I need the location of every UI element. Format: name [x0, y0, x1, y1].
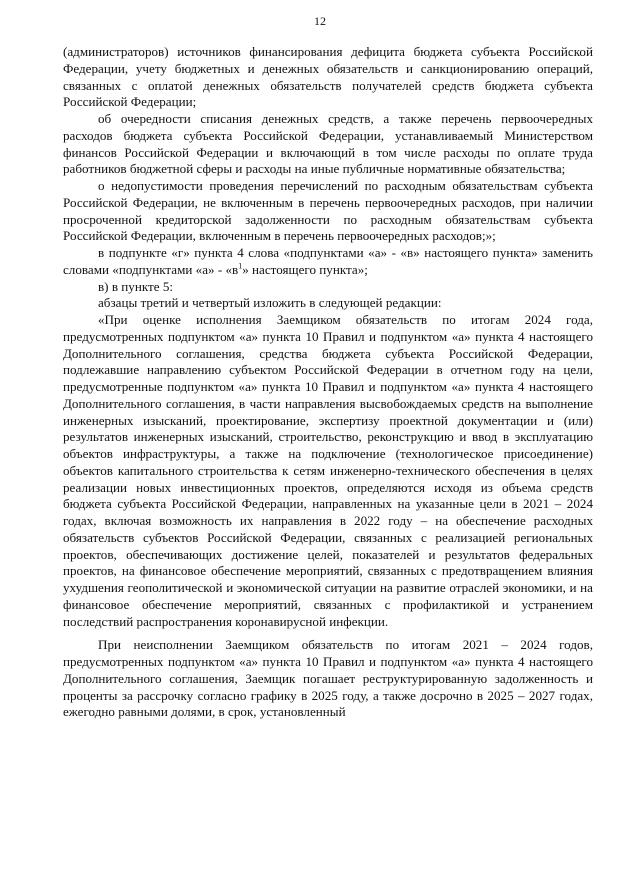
paragraph-2: об очередности списания денежных средств, а также перечень первоочередных расходов бюджета субъекта Российской Федерации, устанавливаемый Министерством финансов Российской Федерации и включающий в том числе расходы по оплате труда работников бюджетной сферы и расходы на иные публичные нормативные обязательства; [63, 111, 593, 177]
paragraph-7: «При оценке исполнения Заемщиком обязательств по итогам 2024 года, предусмотренных подпунктом «а» пункта 10 Правил и подпунктом «а» пункта 4 настоящего Дополнительного соглашения, средства бюджета субъекта Российской Федерации, подлежавшие направлению субъектом Российской Федерации в отчетном году на цели, предусмотренные подпунктом «а» пункта 10 Правил и подпунктом «а» пункта 4 настоящего Дополнительного соглашения, в части направления высвобождаемых средств на выполнение инженерных изысканий, проектирование, экспертизу проектной документации и (или) результатов инженерных изысканий, строительство, реконструкцию и ввод в эксплуатацию объектов инфраструктуры, а также на подключение (технологическое присоединение) объектов капитального строительства к сетям инженерно-технического обеспечения в целях реализации новых инвестиционных проектов, определяются исходя из объема средств бюджета субъекта Российской Федерации, направленных на указанные цели в 2021 – 2024 годах, включая возможность их направления в 2022 году – на обеспечение расходных обязательств субъектов Российской Федерации, связанных с реализацией региональных проектов, обеспечивающих достижение целей, показателей и результатов федеральных проектов, на финансовое обеспечение мероприятий, связанных с предотвращением влияния ухудшения геополитической и экономической ситуации на развитие отраслей экономики, и на финансовое обеспечение мероприятий, связанных с профилактикой и устранением последствий распространения коронавирусной инфекции. [63, 312, 593, 629]
paragraph-1: (администраторов) источников финансирования дефицита бюджета субъекта Российской Федерации, учету бюджетных и денежных обязательств и санкционированию операций, связанных с оплатой денежных обязательств получателей средств бюджета субъекта Российской Федерации; [63, 44, 593, 110]
paragraph-8: При неисполнении Заемщиком обязательств по итогам 2021 – 2024 годов, предусмотренных подпунктом «а» пункта 10 Правил и подпунктом «а» пункта 4 настоящего Дополнительного соглашения, Заемщик погашает реструктурированную задолженность и проценты за рассрочку согласно графику в 2025 году, а также досрочно в 2025 – 2027 годах, ежегодно равными долями, в срок, установленный [63, 637, 593, 720]
paragraph-3: о недопустимости проведения перечислений по расходным обязательствам субъекта Российской Федерации, не включенным в перечень первоочередных расходов, при наличии просроченной кредиторской задолженности по расходным обязательствам субъекта Российской Федерации, включенным в перечень первоочередных расходов;»; [63, 178, 593, 244]
superscript-1: 1 [238, 261, 243, 271]
paragraph-6: абзацы третий и четвертый изложить в следующей редакции: [98, 295, 442, 311]
paragraph-4-text: в подпункте «г» пункта 4 слова «подпунктами «а» - «в» настоящего пункта» заменить словами «подпунктами «а» - «в [63, 245, 593, 277]
document-body [63, 44, 593, 721]
page-number: 12 [314, 14, 326, 28]
paragraph-5: в) в пункте 5: [98, 278, 174, 294]
paragraph-4 [63, 245, 593, 279]
paragraph-4-tail: » настоящего пункта»; [242, 261, 368, 277]
